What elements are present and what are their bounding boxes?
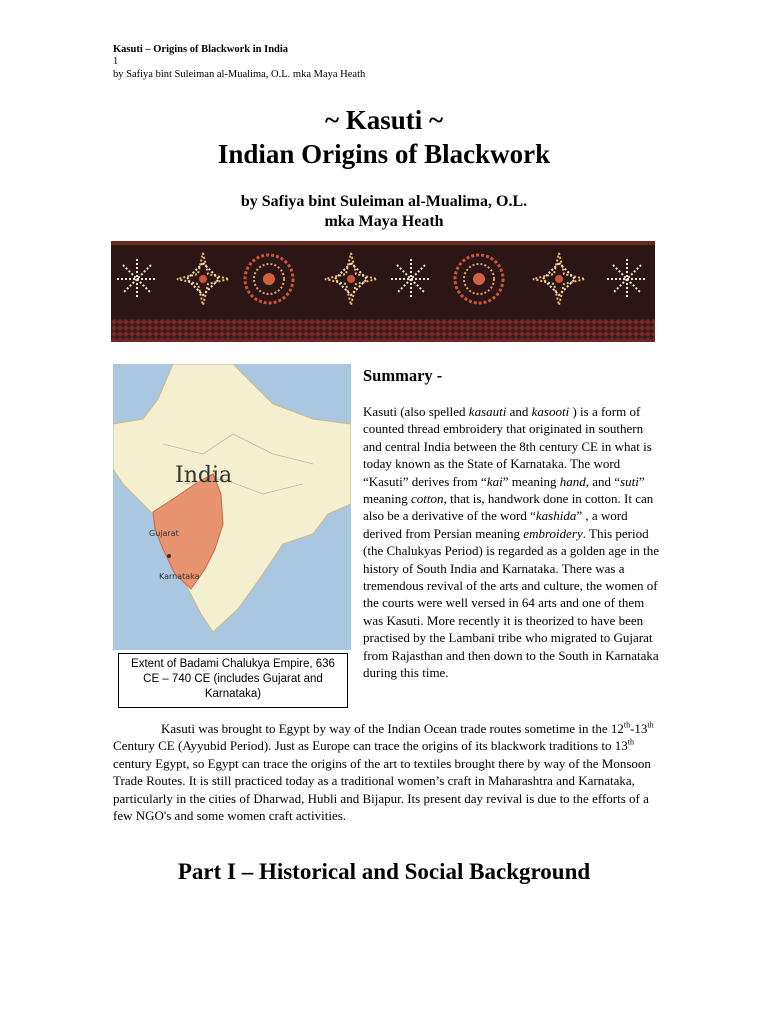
document-subtitle: Indian Origins of Blackwork [217,139,551,169]
map-label-karnataka: Karnataka [159,572,200,581]
document-title: ~ Kasuti ~ [324,105,444,135]
header-author-line: by Safiya bint Suleiman al-Mualima, O.L. mka Maya Heath [113,69,366,80]
map-label-gujarat: Gujarat [149,529,179,538]
author-byline: by Safiya bint Suleiman al-Mualima, O.L. [240,193,528,210]
part-heading: Part I – Historical and Social Background [177,859,591,884]
summary-paragraph: Kasuti (also spelled kasauti and kasooti ) is a form of counted thread embroidery that originated in southern and central India between the 8th century CE in what is today known as the State of Karnataka. The word “Kasuti” derives from “kai” meaning hand, and “suti” meaning cotton, that is, handwork done in cotton. It can also be a derivative of the word “kashida” , a word derived from Persian meaning embroidery. This period (the Chalukyas Period) is regarded as a golden age in the history of South India and Karnataka. There was a tremendous revival of the arts and culture, the women of the courts were well versed in 64 arts and one of them was Kasuti. More recently it is theorized to have been practised by the Lambani tribe who migrated to Gujarat from Rajasthan and then down to the South in Karnataka during this time. [363,404,660,681]
summary-heading: Summary - [363,366,443,385]
india-map-image [113,364,351,650]
running-title: Kasuti – Origins of Blackwork in India [113,44,289,55]
map-label-india: India [175,463,233,488]
kasuti-embroidery-banner-image [111,241,655,342]
history-paragraph: Kasuti was brought to Egypt by way of the Indian Ocean trade routes sometime in the 12th-13th Century CE (Ayyubid Period). Just as Europe can trace the origins of its blackwork traditions to 13th century Egypt, so Egypt can trace the origins of the art to textiles brought there by way of the Monsoon Trade Routes. It is still practiced today as a traditional women’s craft in Maharashtra and Karnataka, particularly in the cities of Dharwad, Hubli and Bijapur. Its present day revival is due to the efforts of a few NGO's and some women craft activities. [113,720,654,824]
map-caption: Extent of Badami Chalukya Empire, 636 CE – 740 CE (includes Gujarat and Karnataka) [118,653,348,708]
author-mka-line: mka Maya Heath [324,213,444,230]
page-number: 1 [113,56,119,67]
